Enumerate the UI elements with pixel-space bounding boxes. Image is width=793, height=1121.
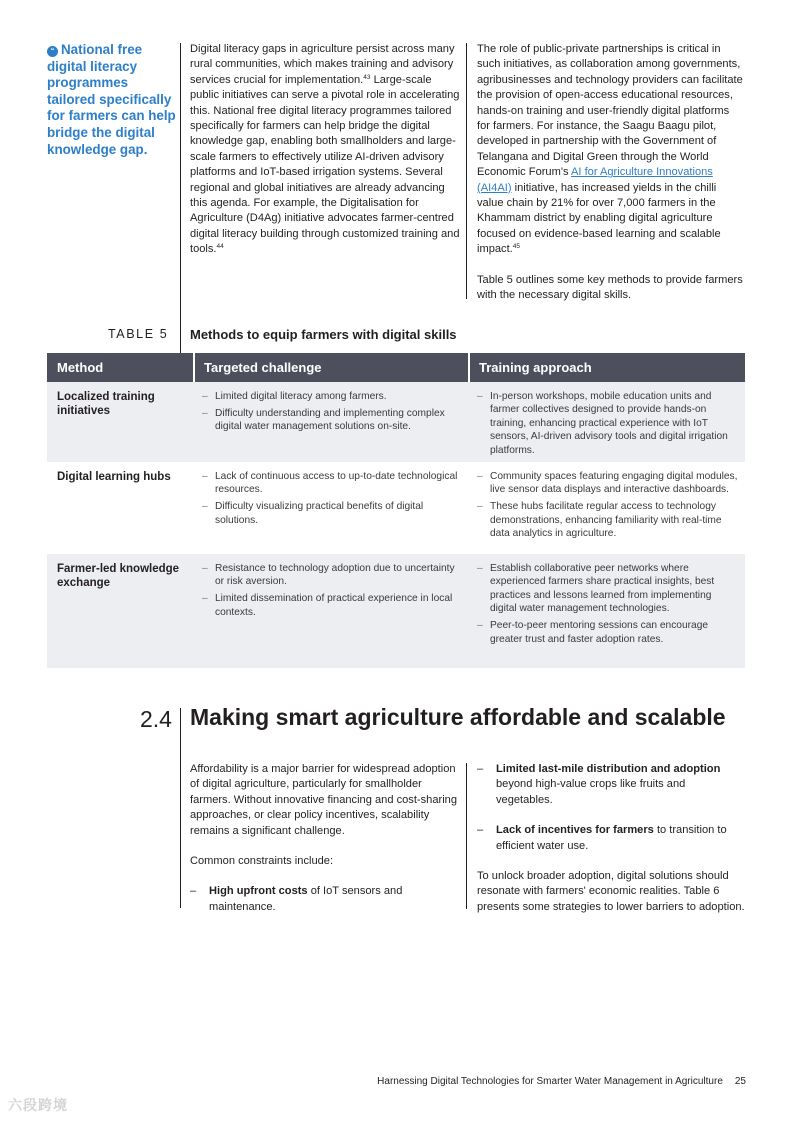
footnote-ref[interactable]: 44 (216, 243, 224, 251)
table-row (47, 462, 745, 554)
list-item: – Community spaces featuring engaging digital modules, live sensor data displays and interactive dashboards. (477, 470, 739, 497)
table-label: TABLE 5 (108, 327, 169, 341)
table-header (47, 353, 745, 382)
ai4ai-link[interactable]: AI for Agriculture Innovations (AI4AI) (477, 166, 713, 194)
table-title: Methods to equip farmers with digital skills (190, 327, 457, 342)
footnote-ref[interactable]: 43 (363, 73, 371, 81)
header-separator (468, 353, 470, 382)
divider-top-right (466, 43, 467, 299)
list-item: – Difficulty understanding and implementing complex digital water management solutions on-site. (202, 407, 464, 434)
paragraph: Affordability is a major barrier for widespread adoption of digital agriculture, particularly for smallholder farmers. Without innovative financing and cost-sharing approaches, or clear policy incentives, scalability remains a significant challenge. (190, 763, 457, 837)
intro-column-2 (477, 42, 743, 304)
paragraph: Table 5 outlines some key methods to provide farmers with the necessary digital skills. (477, 273, 743, 302)
list-item: – Difficulty visualizing practical benefits of digital solutions. (202, 500, 464, 527)
section-column-1 (190, 762, 462, 915)
table-row (47, 554, 745, 668)
approach-list (477, 470, 739, 544)
challenge-list (202, 470, 464, 531)
intro-column-1 (190, 42, 462, 258)
header-method: Method (57, 360, 104, 375)
paragraph: To unlock broader adoption, digital solutions should resonate with farmers' economic realities. Table 6 presents some strategies to lower barriers to adoption. (477, 870, 745, 913)
approach-list (477, 562, 739, 650)
paragraph: The role of public-private partnerships is critical in such initiatives, as collaboration among governments, agribusinesses and technology providers can facilitate the provision of open-access educational resources, hands-on training and user-friendly digital platforms for farmers. For instance, the Saagu Baagu pilot, developed in partnership with the Government of Telangana and Digital Green through the World Economic Forum's AI for Agriculture Innovations (AI4AI) initiative, has increased yields in the chilli value chain by 21% for over 7,000 farmers in the Khammam district by enabling digital agriculture focused on evidence-based learning and scalable impact.$^{45}$ (477, 43, 743, 256)
approach-list (477, 390, 739, 461)
list-item: – Limited digital literacy among farmers. (202, 390, 464, 403)
list-item: – Limited dissemination of practical experience in local contexts. (202, 592, 464, 619)
page-footer (377, 1076, 746, 1087)
footer-title: Harnessing Digital Technologies for Smarter Water Management in Agriculture (377, 1076, 723, 1087)
divider-top-left (180, 43, 181, 353)
constraint-bullet: – High upfront costs of IoT sensors and maintenance. (190, 884, 462, 915)
list-item: – These hubs facilitate regular access to technology demonstrations, enhancing familiarity with real-time data analytics in agriculture. (477, 500, 739, 540)
list-item: – Lack of continuous access to up-to-date technological resources. (202, 470, 464, 497)
method-cell: Farmer-led knowledge exchange (57, 563, 180, 589)
method-cell: Localized training initiatives (57, 391, 155, 417)
page-number: 25 (734, 1076, 746, 1087)
quote-icon: “ (47, 46, 58, 57)
challenge-list (202, 390, 464, 437)
list-item: – Peer-to-peer mentoring sessions can encourage greater trust and faster adoption rates. (477, 619, 739, 646)
paragraph: Digital literacy gaps in agriculture persist across many rural communities, which makes training and advisory services crucial for implementation.$^{43}$ Large-scale public initiatives can serve a pivotal role in accelerating this. National free digital literacy programmes tailored specifically for farmers can help bridge the digital knowledge gap, enabling both smallholders and large-scale farmers to effectively utilize AI-driven advisory platforms and IoT-based irrigation systems. Several regional and global initiatives are already advancing this agenda. For example, the Digitalisation for Agriculture (D4Ag) initiative advocates farmer-centred digital literacy building through customized training and tools.$^{44}$ (190, 43, 460, 256)
divider-section-right (466, 763, 467, 909)
header-separator (193, 353, 195, 382)
constraint-bullet: – Lack of incentives for farmers to transition to efficient water use. (477, 823, 745, 854)
list-item: – In-person workshops, mobile education units and farmer collectives designed to provide hands-on training, enhancing practical experience with IoT sensors, AI-driven advisory tools and digital irrigation platforms. (477, 390, 739, 457)
section-column-2 (477, 762, 745, 915)
challenge-list (202, 562, 464, 623)
divider-section-number (180, 708, 181, 908)
section-number: 2.4 (140, 706, 172, 732)
paragraph: Common constraints include: (190, 855, 334, 868)
method-cell: Digital learning hubs (57, 471, 171, 483)
table-row (47, 382, 745, 462)
footnote-ref[interactable]: 45 (512, 243, 520, 251)
list-item: – Establish collaborative peer networks where experienced farmers share practical insights, best practices and lessons learned from implementing digital water management technologies. (477, 562, 739, 616)
pull-quote-text: National free digital literacy programmes tailored specifically for farmers can help bridge the digital knowledge gap. (47, 42, 176, 157)
pull-quote (47, 42, 179, 158)
list-item: – Resistance to technology adoption due to uncertainty or risk aversion. (202, 562, 464, 589)
header-targeted-challenge: Targeted challenge (204, 360, 322, 375)
watermark: 六段跨境 (8, 1097, 68, 1113)
constraint-bullet: – Limited last-mile distribution and adoption beyond high-value crops like fruits and vegetables. (477, 762, 745, 808)
section-title: Making smart agriculture affordable and scalable (190, 704, 726, 730)
header-training-approach: Training approach (479, 360, 592, 375)
